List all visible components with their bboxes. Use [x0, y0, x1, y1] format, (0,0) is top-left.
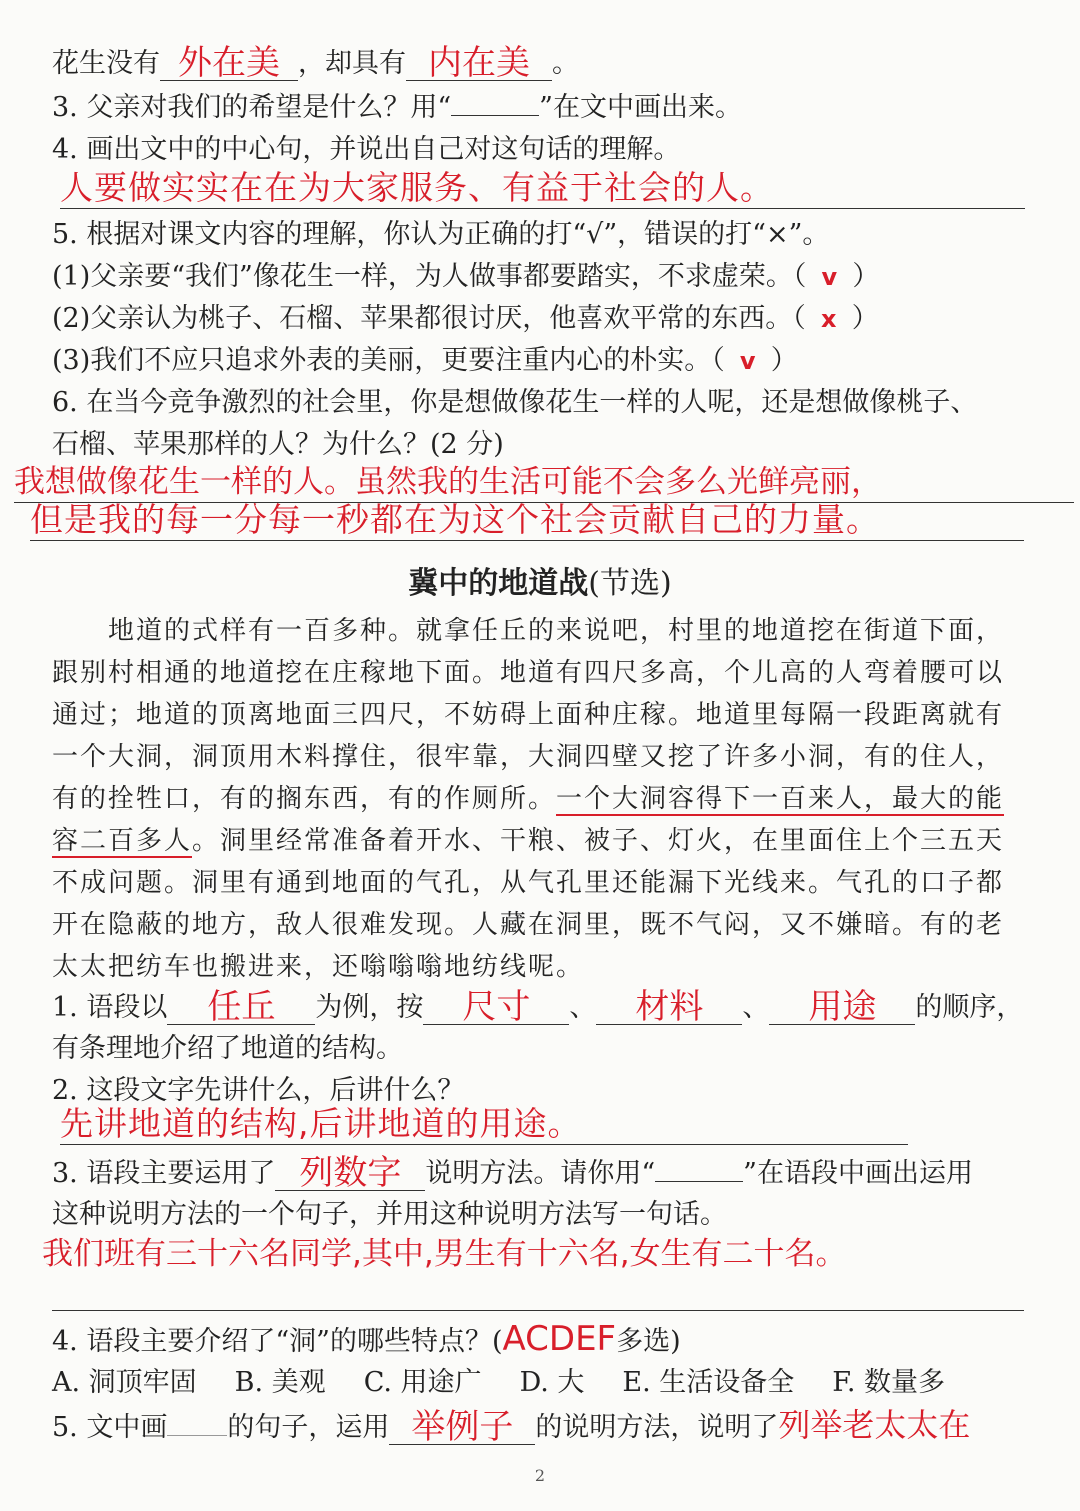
question-6-line2: 石榴、苹果那样的人？为什么？(2 分): [52, 429, 504, 460]
passage-line: 容二百多人。洞里经常准备着开水、干粮、被子、灯火，在里面住上个三五天: [52, 826, 1005, 856]
answer-mark[interactable]: v: [739, 347, 756, 375]
handwritten-answer[interactable]: ACDEF: [502, 1319, 617, 1359]
handwritten-answer[interactable]: 列举老太太在: [778, 1406, 971, 1444]
handwritten-answer: 我想做像花生一样的人。虽然我的生活可能不会多么光鲜亮丽，: [14, 464, 882, 500]
answer-blank-inner-beauty[interactable]: 内在美: [406, 46, 552, 81]
option-a[interactable]: A. 洞顶牢固: [52, 1367, 197, 1398]
passage-line: 不成问题。洞里有通到地面的气孔，从气孔里还能漏下光线来。气孔的口子都: [52, 868, 1005, 898]
s2-question-5: 5. 文中画 的句子，运用 举例子 的说明方法，说明了列举老太太在: [52, 1406, 971, 1447]
s2-question-3-line2: 这种说明方法的一个句子，并用这种说明方法写一句话。: [52, 1199, 727, 1230]
option-f[interactable]: F. 数量多: [832, 1367, 945, 1398]
passage-line: 跟别村相通的地道挖在庄稼地下面。地道有四尺多高，个儿高的人弯着腰可以: [52, 658, 1005, 688]
answer-blank-method[interactable]: 列数字: [275, 1156, 425, 1191]
s2-question-4: 4. 语段主要介绍了“洞”的哪些特点？(ACDEF多选): [52, 1319, 681, 1359]
underlined-sentence: 容二百多人: [52, 826, 193, 856]
answer-blank-order-2[interactable]: 材料: [596, 990, 742, 1025]
passage-line: 太太把纺车也搬进来，还嗡嗡嗡地纺线呢。: [52, 952, 585, 982]
option-b[interactable]: B. 美观: [234, 1367, 326, 1398]
s2-question-1: 1. 语段以 任丘 为例，按 尺寸 、 材料 、 用途 的顺序，: [52, 987, 1024, 1027]
answer-mark[interactable]: x: [821, 305, 837, 333]
answer-blank-order-3[interactable]: 用途: [769, 990, 915, 1025]
option-c[interactable]: C. 用途广: [363, 1367, 482, 1398]
s2-q4-options: [52, 1366, 945, 1400]
question-5: 5. 根据对课文内容的理解，你认为正确的打“√”，错误的打“×”。: [52, 219, 830, 250]
s2-question-3: 3. 语段主要运用了 列数字 说明方法。请你用“ ”在语段中画出运用: [52, 1153, 973, 1193]
question-4: 4. 画出文中的中心句，并说出自己对这句话的理解。: [52, 134, 681, 165]
answer-blank-method[interactable]: 举例子: [389, 1410, 535, 1445]
answer-line-s2q2[interactable]: [60, 1104, 908, 1145]
symbol-blank: [167, 1413, 227, 1436]
option-e[interactable]: E. 生活设备全: [622, 1367, 795, 1398]
answer-line-q6-1[interactable]: [14, 462, 1074, 503]
passage-title: 冀中的地道战(节选): [408, 566, 672, 601]
answer-blank-example[interactable]: 任丘: [167, 990, 315, 1025]
q5-item-1: (1)父亲要“我们”像花生一样，为人做事都要踏实，不求虚荣。（ v ）: [52, 261, 880, 292]
underlined-sentence: 一个大洞容得下一百来人，最大的能: [556, 784, 1005, 814]
answer-line-q4[interactable]: [60, 168, 1025, 209]
question-3: 3. 父亲对我们的希望是什么？用“ ”在文中画出来。: [52, 92, 742, 123]
option-d[interactable]: D. 大: [519, 1367, 585, 1398]
handwritten-answer: 但是我的每一分每一秒都在为这个社会贡献自己的力量。: [30, 500, 880, 539]
passage-line: 一个大洞，洞顶用木料撑住，很牢靠，大洞四壁又挖了许多小洞，有的住人，: [52, 742, 1005, 772]
handwritten-answer: 我们班有三十六名同学,其中,男生有十六名,女生有二十名。: [42, 1236, 847, 1272]
q5-item-3: (3)我们不应只追求外表的美丽，更要注重内心的朴实。（ v ）: [52, 345, 798, 376]
q2-answer-line: 花生没有 外在美 ，却具有 内在美 。: [52, 43, 579, 83]
passage-line: 有的拴牲口，有的搁东西，有的作厕所。一个大洞容得下一百来人，最大的能: [52, 784, 1005, 814]
answer-blank-order-1[interactable]: 尺寸: [423, 990, 569, 1025]
handwritten-answer: 先讲地道的结构,后讲地道的用途。: [60, 1104, 582, 1143]
passage-line: 地道的式样有一百多种。就拿任丘的来说吧，村里的地道挖在街道下面，: [108, 616, 1005, 646]
passage-line: 通过；地道的顶离地面三四尺，不妨碍上面种庄稼。地道里每隔一段距离就有: [52, 700, 1005, 730]
q5-item-2: (2)父亲认为桃子、石榴、苹果都很讨厌，他喜欢平常的东西。（ x ）: [52, 303, 879, 334]
symbol-blank: [655, 1159, 743, 1182]
handwritten-answer: 人要做实实在在为大家服务、有益于社会的人。: [60, 168, 774, 207]
symbol-blank: [451, 93, 539, 116]
answer-rule: [52, 1310, 1024, 1311]
answer-line-q6-2[interactable]: [30, 500, 1024, 541]
passage-line: 开在隐蔽的地方，敌人很难发现。人藏在洞里，既不气闷，又不嫌暗。有的老: [52, 910, 1005, 940]
answer-line-s2q3[interactable]: [42, 1234, 1022, 1274]
answer-mark[interactable]: v: [821, 263, 838, 291]
page-number: 2: [534, 1466, 546, 1485]
answer-blank-outer-beauty[interactable]: 外在美: [160, 46, 298, 81]
s2-question-2: 2. 这段文字先讲什么，后讲什么？: [52, 1075, 465, 1106]
question-6-line1: 6. 在当今竞争激烈的社会里，你是想做像花生一样的人呢，还是想做像桃子、: [52, 387, 978, 418]
s2-question-1-line2: 有条理地介绍了地道的结构。: [52, 1033, 403, 1064]
